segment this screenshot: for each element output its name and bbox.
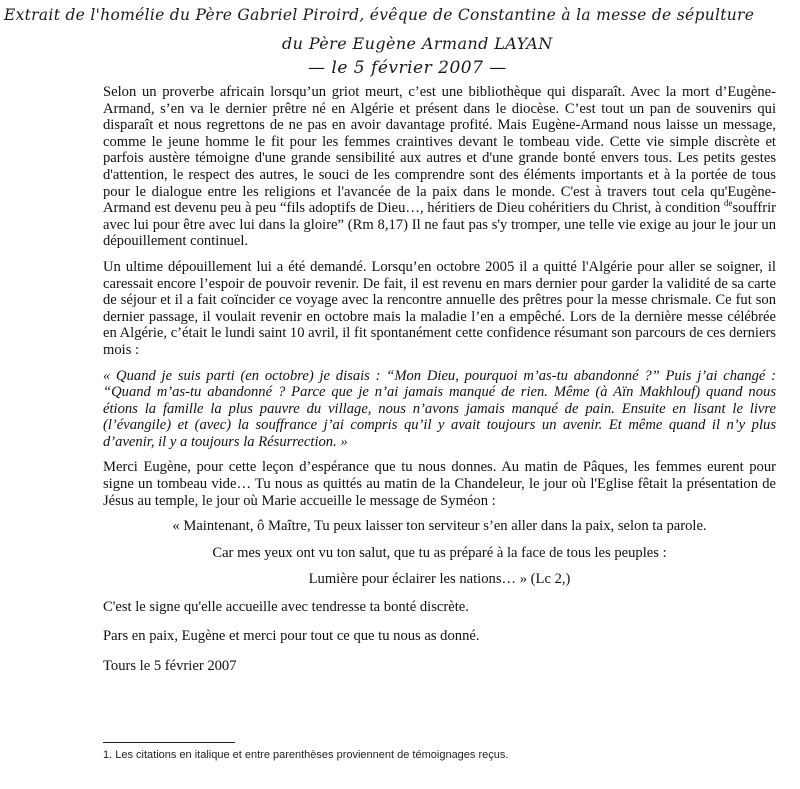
- signature-date: Tours le 5 février 2007: [103, 657, 237, 674]
- quote-paragraph: « Quand je suis parti (en octobre) je disais : “Mon Dieu, pourquoi m’as-tu abandonné ?” Puis j’ai changé : “Quand m’as-tu abandonné ? Parce que je n’ai jamais manqué de rien. Même (à Aïn Makhlouf) quand nous étions la famille la plus pauvre du village, nous n’avons jamais manqué de pain. Ensuite en lisant le livre (l’évangile) et (avec) la souffrance j’ai compris qu’il y avait toujours un avenir. Et même quand il n’y plus d’avenir, il y a toujours la Résurrection. »: [103, 367, 776, 450]
- paragraph-4: C'est le signe qu'elle accueille avec tendresse ta bonté discrète.: [103, 598, 469, 615]
- canticle-line-2: Car mes yeux ont vu ton salut, que tu as préparé à la face de tous les peuples :: [212, 544, 667, 561]
- paragraph-2: Un ultime dépouillement lui a été demandé. Lorsqu’en octobre 2005 il a quitté l'Algérie pour aller se soigner, il caressait encore l’espoir de pouvoir revenir. De fait, il est revenu en mars dernier pour garder la validité de sa carte de séjour et il a fait coïncider ce voyage avec la rencontre annuelle des prêtres pour la messe chrismale. Ce fut son dernier passage, il voulait revenir en octobre mais la maladie l’en a empêché. Lors de la dernière messe célébrée en Algérie, c’était le lundi saint 10 avril, il fit spontanément cette confidence résumant son parcours de ces derniers mois :: [103, 258, 776, 358]
- canticle-line-3: Lumière pour éclairer les nations… » (Lc 2,): [308, 571, 571, 588]
- handwritten-insertion: de: [723, 198, 733, 209]
- handwritten-header-line-2: du Père Eugène Armand LAYAN: [282, 34, 553, 53]
- homily-text: [103, 84, 776, 684]
- paragraph-5: Pars en paix, Eugène et merci pour tout ce que tu nous as donné.: [103, 628, 480, 645]
- footnote: 1. Les citations en italique et entre parenthèses proviennent de témoignages reçus.: [103, 749, 509, 761]
- paragraph-1: Selon un proverbe africain lorsqu’un griot meurt, c’est une bibliothèque qui disparaît. Avec la mort d’Eugène-Armand, s’en va le dernier prêtre né en Algérie et présent dans le diocèse. C’est tout un pan de souvenirs qui disparaît et nous regrettons de ne pas en avoir davantage profité. Mais Eugène-Armand nous laisse un message, comme le jeune homme le fit pour les femmes craintives devant le tombeau vide. Cette vie simple discrète et parfois austère témoigne d'une grande sensibilité aux autres et d'une grande bonté envers tous. Les petits gestes d'attention, le respect des autres, le souci de les comprendre sont des éléments importants et à la portée de tous pour le dialogue entre les religions et l'avancée de la paix dans le monde. C'est à travers tout cela qu'Eugène-Armand est devenu peu à peu “fils adoptifs de Dieu…, héritiers de Dieu cohéritiers du Christ, à condition $^{de}$souffrir avec lui pour être avec lui dans la gloire” (Rm 8,17) Il ne faut pas s'y tromper, une telle vie exige au jour le jour un dépouillement continuel.: [103, 84, 776, 250]
- canticle: [103, 518, 776, 589]
- footnote-divider: [103, 742, 235, 743]
- paragraph-3: Merci Eugène, pour cette leçon d’espérance que tu nous donnes. Au matin de Pâques, les femmes eurent pour signe un tombeau vide… Tu nous as quittés au matin de la Chandeleur, le jour où l'Eglise fêtait la présentation de Jésus au temple, le jour où Marie accueille le message de Syméon :: [103, 459, 776, 509]
- canticle-line-1: « Maintenant, ô Maître, Tu peux laisser ton serviteur s’en aller dans la paix, selon ta parole.: [172, 518, 707, 535]
- handwritten-header-date: — le 5 février 2007 —: [308, 58, 507, 78]
- handwritten-header-line-1: Extrait de l'homélie du Père Gabriel Piroird, évêque de Constantine à la messe de sépulture: [4, 6, 755, 24]
